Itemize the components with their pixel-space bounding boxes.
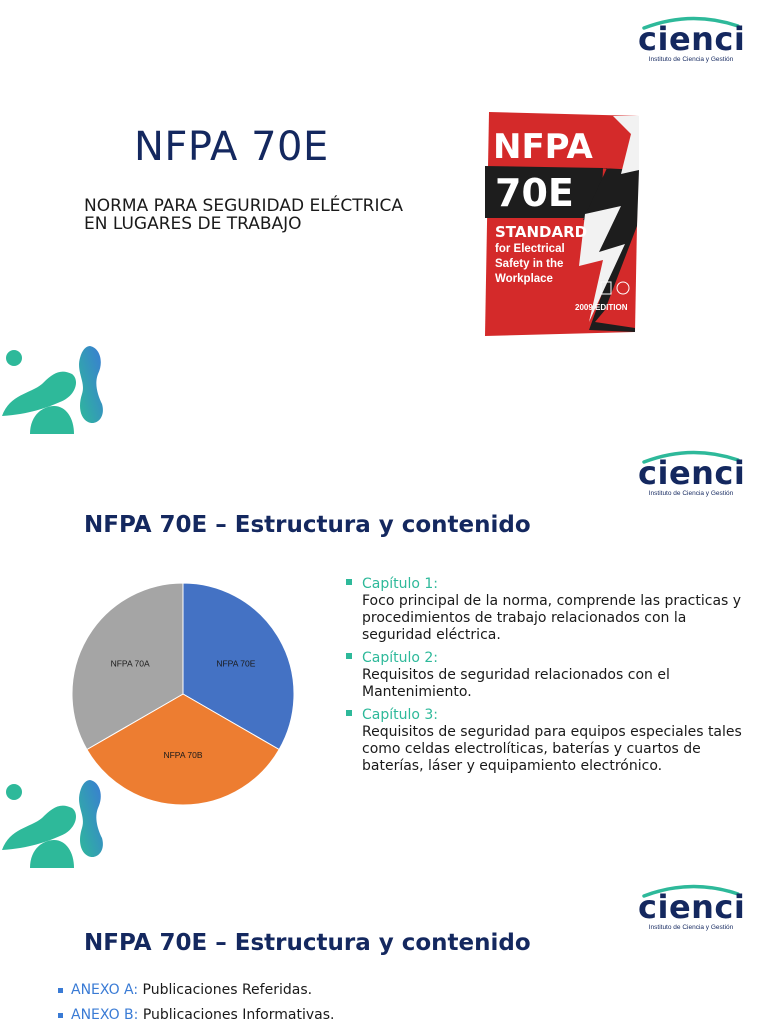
- bullet-icon: [346, 653, 352, 659]
- nfpa-book-cover: [485, 110, 641, 336]
- logo-wordmark: cienci: [638, 888, 746, 926]
- annex-text: Publicaciones Informativas.: [138, 1007, 335, 1023]
- annex-list: [58, 978, 334, 1024]
- cienci-logo: [638, 14, 744, 70]
- slide-3: [0, 868, 768, 1024]
- chapter-label: Capítulo 2:: [362, 650, 439, 666]
- page-title: NFPA 70E: [134, 124, 329, 170]
- pie-slice-label: NFPA 70E: [216, 658, 256, 669]
- bullet-icon: [346, 579, 352, 585]
- book-desc-2: Safety in the: [495, 258, 564, 270]
- book-title-70e: 70E: [495, 171, 574, 215]
- subtitle-line-2: EN LUGARES DE TRABAJO: [84, 214, 302, 234]
- pie-slice-label: NFPA 70A: [110, 658, 150, 669]
- book-title-nfpa: NFPA: [493, 127, 593, 167]
- subtitle-line-1: NORMA PARA SEGURIDAD ELÉCTRICA: [84, 196, 403, 216]
- book-desc-3: Workplace: [495, 273, 553, 285]
- logo-tagline: Instituto de Ciencia y Gestión: [648, 490, 734, 497]
- slide-2: [0, 434, 768, 868]
- annex-label: ANEXO A:: [71, 982, 139, 998]
- logo-tagline: Instituto de Ciencia y Gestión: [648, 924, 734, 931]
- annex-text: Publicaciones Referidas.: [138, 982, 313, 998]
- page-subtitle: [84, 197, 464, 233]
- list-item: [58, 978, 334, 1003]
- list-item: [346, 576, 756, 644]
- cienci-logo: [638, 448, 744, 504]
- cienci-logo: [638, 882, 744, 938]
- logo-wordmark: cienci: [638, 454, 746, 492]
- list-item: [58, 1003, 334, 1024]
- list-item: [346, 650, 756, 701]
- chapter-label: Capítulo 1:: [362, 576, 439, 592]
- chapter-text: Requisitos de seguridad relacionados con el Mantenimiento.: [362, 667, 670, 700]
- bullet-icon: [346, 710, 352, 716]
- section-heading: NFPA 70E – Estructura y contenido: [84, 930, 531, 956]
- bullet-icon: [58, 1013, 63, 1018]
- slide-1: [0, 0, 768, 434]
- chapter-text: Requisitos de seguridad para equipos especiales tales como celdas electrolíticas, baterías y cuartos de baterías, láser y equipamiento electrónico.: [362, 724, 742, 774]
- book-standard: STANDARD: [495, 223, 588, 241]
- chapter-text: Foco principal de la norma, comprende las practicas y procedimientos de trabajo relacionados con la seguridad eléctrica.: [362, 593, 742, 643]
- chapter-label: Capítulo 3:: [362, 707, 439, 723]
- book-edition: 2009 EDITION: [575, 303, 628, 312]
- list-item: [346, 707, 756, 775]
- decorative-molecule-icon: [0, 344, 110, 434]
- book-desc-1: for Electrical: [495, 243, 565, 255]
- bullet-icon: [58, 988, 63, 993]
- chapter-list: [346, 576, 756, 781]
- logo-tagline: Instituto de Ciencia y Gestión: [648, 56, 734, 63]
- pie-slice-label: NFPA 70B: [163, 750, 203, 761]
- section-heading: NFPA 70E – Estructura y contenido: [84, 512, 531, 538]
- logo-wordmark: cienci: [638, 20, 746, 58]
- decorative-molecule-icon: [0, 778, 110, 868]
- annex-label: ANEXO B:: [71, 1007, 139, 1023]
